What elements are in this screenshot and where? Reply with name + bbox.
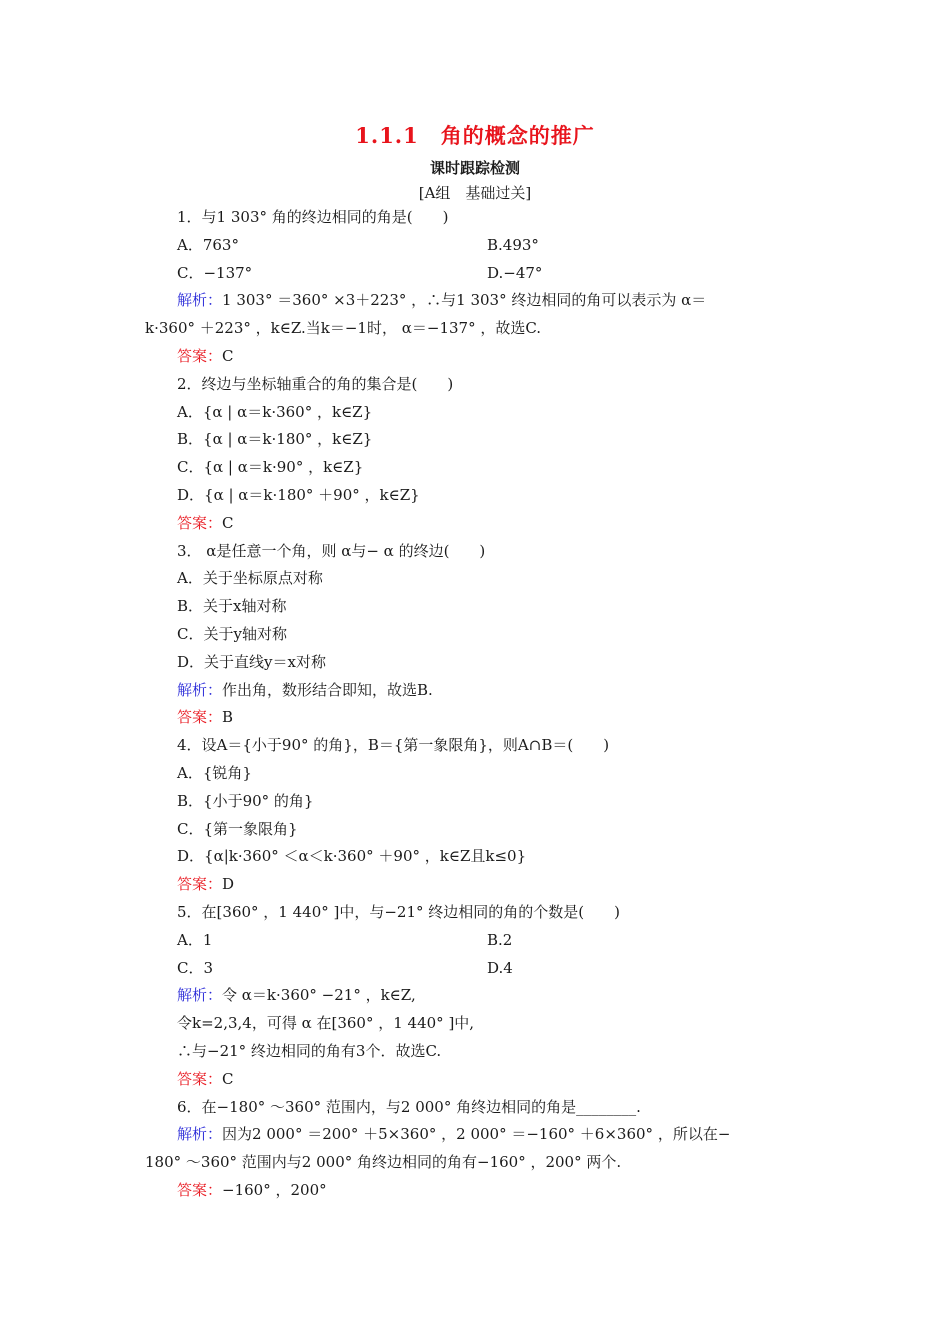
analysis-text: 因为2 000° ＝200° ＋5×360° ，2 000° ＝−160° ＋6×360° ，所以在− <box>222 1125 731 1144</box>
option-c: C．关于y轴对称 <box>177 624 287 643</box>
answer-value: B <box>222 708 234 727</box>
option-d: D．关于直线y＝x对称 <box>177 652 326 671</box>
question-1-stem: 1．与1 303° 角的终边相同的角是( ) <box>177 208 449 226</box>
option-d: D．{α | α＝k·180° ＋90° ，k∈Z} <box>177 485 420 504</box>
question-4-stem: 4．设A＝{小于90° 的角}，B＝{第一象限角}，则A∩B＝( ) <box>177 736 610 755</box>
exercise-content <box>145 204 805 1205</box>
analysis-label: 解析： <box>177 986 223 1005</box>
question-4-answer <box>145 871 805 899</box>
question-6-analysis-cont: 180° ～360° 范围内与2 000° 角终边相同的角有−160° ，200° 两个. <box>145 1153 622 1172</box>
question-5-analysis <box>145 982 805 1010</box>
option-b: B．{α | α＝k·180° ，k∈Z} <box>177 430 373 449</box>
analysis-label: 解析： <box>177 291 223 310</box>
answer-value: C <box>222 513 234 532</box>
option-a: A．关于坐标原点对称 <box>177 569 323 588</box>
option-c: C．{第一象限角} <box>177 819 298 838</box>
lesson-title: 1.1.1 角的概念的推广 <box>355 123 595 148</box>
question-1-answer <box>145 343 805 371</box>
answer-value: D <box>222 875 235 894</box>
answer-value: C <box>222 346 234 365</box>
question-1-options-cd <box>145 260 805 288</box>
option-b: B.2 <box>487 930 513 949</box>
option-a: A．1 <box>177 930 213 949</box>
answer-label: 答案： <box>177 1180 223 1199</box>
question-2-stem: 2．终边与坐标轴重合的角的集合是( ) <box>177 374 454 393</box>
question-5-stem: 5．在[360° ，1 440° ]中，与−21° 终边相同的角的个数是( ) <box>177 902 620 921</box>
analysis-text: 作出角，数形结合即知，故选B. <box>222 680 433 699</box>
question-1-analysis <box>145 287 805 315</box>
question-2-answer <box>145 510 805 538</box>
option-c: C．{α | α＝k·90° ，k∈Z} <box>177 458 364 477</box>
answer-label: 答案： <box>177 513 223 532</box>
answer-label: 答案： <box>177 875 223 894</box>
option-b: B．关于x轴对称 <box>177 597 287 616</box>
analysis-text: 令 α＝k·360° −21° ，k∈Z, <box>222 986 416 1005</box>
analysis-text: 1 303° ＝360° ×3＋223° ，∴与1 303° 终边相同的角可以表示为 α＝ <box>222 291 707 310</box>
question-5-analysis-line3: ∴与−21° 终边相同的角有3个．故选C. <box>177 1041 442 1060</box>
question-6-stem: 6．在−180° ～360° 范围内，与2 000° 角终边相同的角是________. <box>177 1097 641 1116</box>
question-6-analysis <box>145 1121 805 1149</box>
option-d: D.−47° <box>487 263 543 282</box>
question-5-options-ab <box>145 927 805 955</box>
answer-label: 答案： <box>177 1069 223 1088</box>
answer-value: −160° ，200° <box>222 1180 327 1199</box>
option-b: B.493° <box>487 235 539 254</box>
question-5-analysis-line2: 令k=2,3,4，可得 α 在[360° ，1 440° ]中, <box>177 1014 475 1033</box>
option-d: D.4 <box>487 958 513 977</box>
question-3-answer <box>145 704 805 732</box>
group-heading: [A组 基础过关] <box>418 184 532 202</box>
option-c: C．3 <box>177 958 214 977</box>
question-5-answer <box>145 1066 805 1094</box>
question-3-stem: 3． α是任意一个角，则 α与− α 的终边( ) <box>177 541 486 560</box>
question-1-analysis-cont: k·360° ＋223° ，k∈Z.当k＝−1时， α＝−137° ，故选C. <box>145 319 542 338</box>
analysis-label: 解析： <box>177 680 223 699</box>
question-1-options-ab <box>145 232 805 260</box>
option-c: C．−137° <box>177 263 253 282</box>
question-5-options-cd <box>145 955 805 983</box>
option-a: A．763° <box>177 235 239 254</box>
question-3-analysis <box>145 677 805 705</box>
option-d: D．{α|k·360° ＜α＜k·360° ＋90° ，k∈Z且k≤0} <box>177 847 527 866</box>
answer-label: 答案： <box>177 346 223 365</box>
answer-value: C <box>222 1069 234 1088</box>
option-a: A．{α | α＝k·360° ，k∈Z} <box>177 402 373 421</box>
section-subtitle: 课时跟踪检测 <box>429 159 520 177</box>
answer-label: 答案： <box>177 708 223 727</box>
option-a: A．{锐角} <box>177 763 252 782</box>
analysis-label: 解析： <box>177 1125 223 1144</box>
option-b: B．{小于90° 的角} <box>177 791 314 810</box>
question-6-answer <box>145 1177 805 1205</box>
